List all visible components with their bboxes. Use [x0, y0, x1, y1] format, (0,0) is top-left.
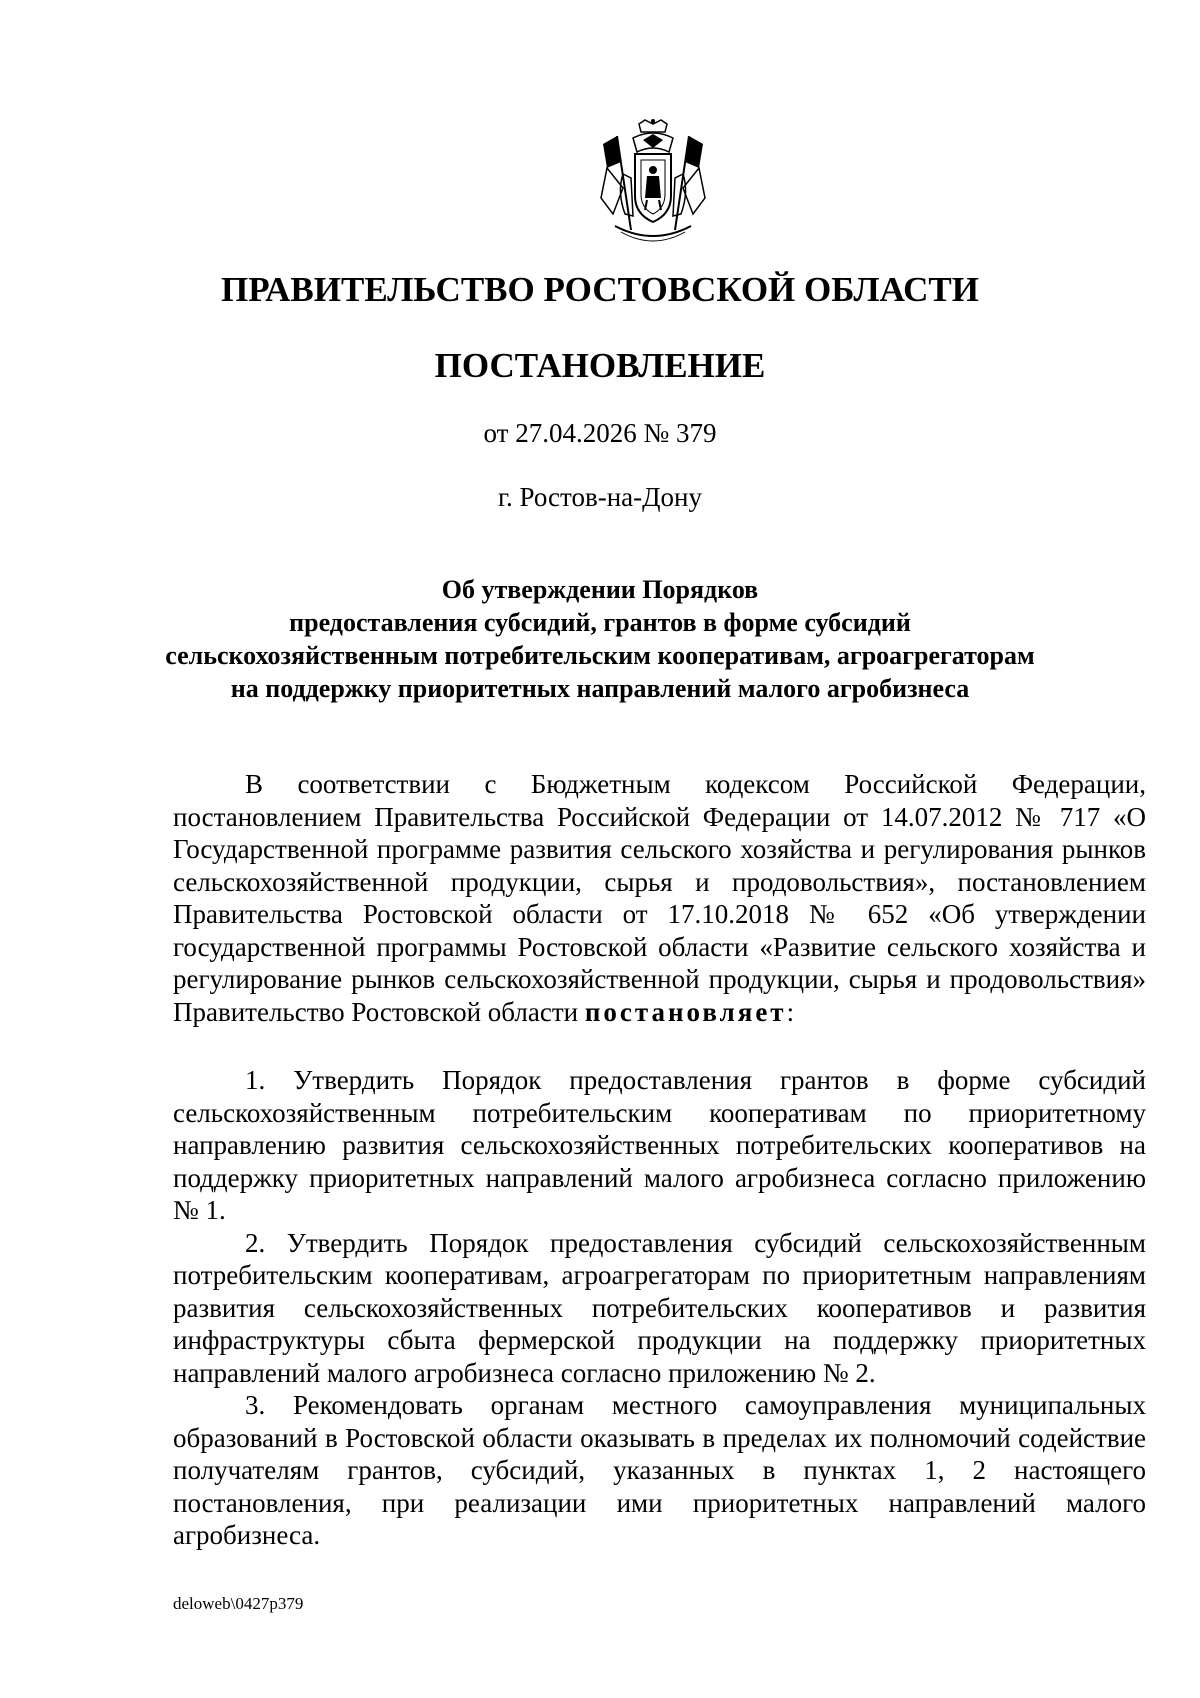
title-line: предоставления субсидий, грантов в форме субсидий — [289, 608, 911, 637]
file-reference: deloweb\0427p379 — [173, 1594, 304, 1613]
document-date-number: от 27.04.2026 № 379 — [483, 418, 717, 448]
title-line: на поддержку приоритетных направлений малого агробизнеса — [230, 674, 970, 703]
resolution-item: 1. Утвердить Порядок предоставления грантов в форме субсидий сельскохозяйственным потребительским кооперативам по приоритетному направлению развития сельскохозяйственных потребительских кооперативов на поддержку приоритетных направлений малого агробизнеса согласно приложению № 1. — [173, 1065, 1146, 1225]
coat-of-arms-icon — [597, 118, 709, 250]
resolution-item: 3. Рекомендовать органам местного самоуправления муниципальных образований в Ростовской области оказывать в пределах их полномочий содействие получателям грантов, субсидий, указанных в пунктах 1, 2 настоящего постановления, при реализации ими приоритетных направлений малого агробизнеса. — [173, 1390, 1146, 1550]
preamble — [173, 768, 1146, 1028]
preamble-colon: : — [786, 996, 795, 1027]
document-type: ПОСТАНОВЛЕНИЕ — [434, 346, 766, 385]
resolution-item: 2. Утвердить Порядок предоставления субсидий сельскохозяйственным потребительским кооперативам, агроагрегаторам по приоритетным направлениям развития сельскохозяйственных потребительских кооперативов и развития инфраструктуры сбыта фермерской продукции на поддержку приоритетных направлений малого агробизнеса согласно приложению № 2. — [173, 1227, 1146, 1388]
preamble-verb: постановляет — [584, 996, 787, 1027]
document-city: г. Ростов-на-Дону — [497, 482, 702, 512]
government-name: ПРАВИТЕЛЬСТВО РОСТОВСКОЙ ОБЛАСТИ — [221, 270, 979, 309]
preamble-paragraph — [173, 768, 1146, 1028]
title-line: Об утверждении Порядков — [441, 575, 759, 604]
resolution-items — [173, 1064, 1146, 1552]
preamble-text: В соответствии с Бюджетным кодексом Российской Федерации, постановлением Правительства Российской Федерации от 14.07.2012 № 717 «О Государственной программе развития сельского хозяйства и регулирования рынков сельскохозяйственной продукции, сырья и продовольствия», постановлением Правительства Ростовской области от 17.10.2018 № 652 «Об утверждении государственной программы Ростовской области «Развитие сельского хозяйства и регулирование рынков сельскохозяйственной продукции, сырья и продовольствия» Правительство Ростовской области — [173, 769, 1146, 1027]
document-title — [0, 573, 1200, 705]
title-line: сельскохозяйственным потребительским кооперативам, агроагрегаторам — [165, 641, 1035, 670]
